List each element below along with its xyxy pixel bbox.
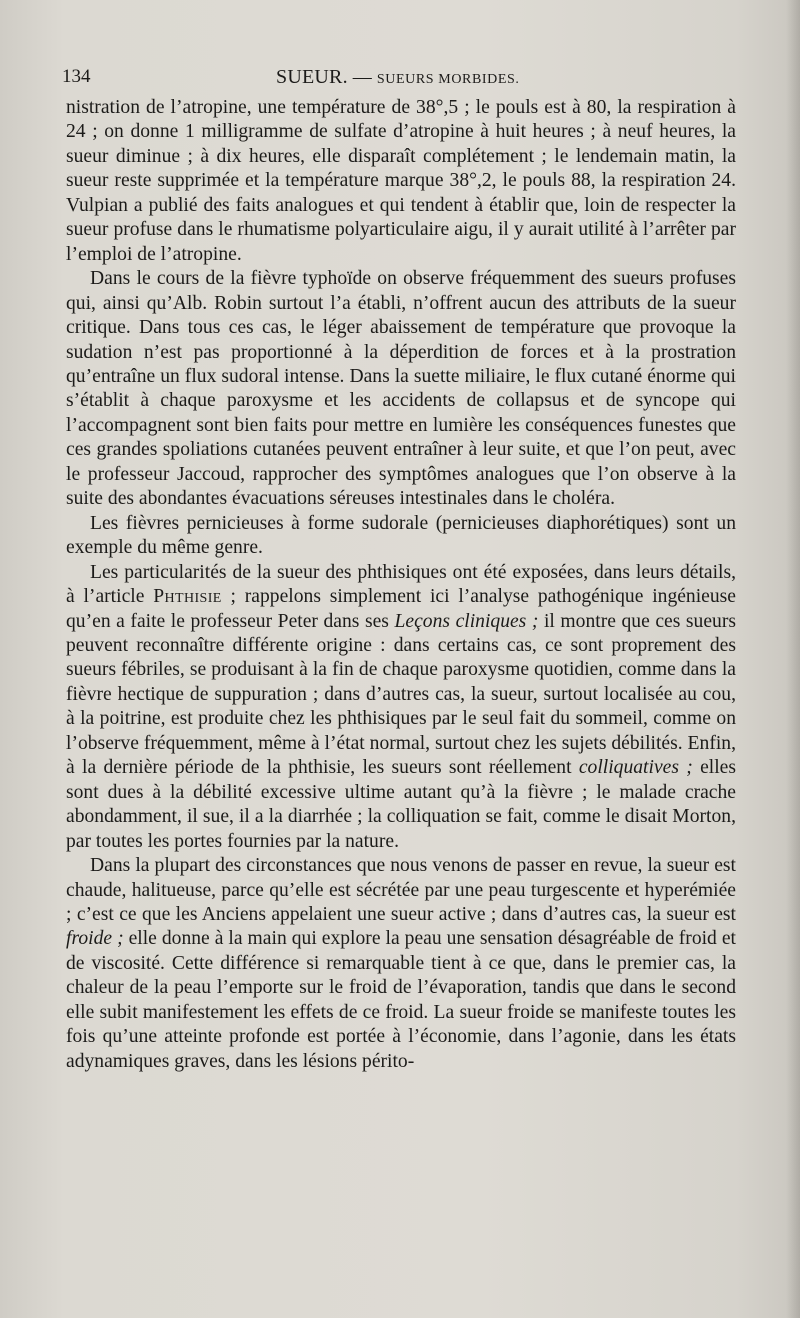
italic-froide: froide ; [66, 928, 124, 950]
paragraph-2: Dans le cours de la fièvre typhoïde on observe fréquemment des sueurs profuses qui, ainsi qu’Alb. Robin surtout l’a établi, n’offrent aucun des attributs de la sueur critique. Dans tous ces cas, le léger abaissement de température que provoque la sudation n’est pas proportionné à la déperdition de forces et à la prostration qu’entraîne un flux sudoral intense. Dans la suette miliaire, le flux cutané énorme qui s’établit à chaque paroxysme et les accidents de collapsus et de syncope qui l’accompagnent sont bien faits pour mettre en lumière les conséquences funestes que ces grandes spoliations cutanées peuvent entraîner à leur suite, et que l’on peut, avec le professeur Jaccoud, rapprocher des symptômes analogues que l’on observe à la suite des abondantes évacuations séreuses intestinales dans le choléra. [66, 268, 736, 510]
page-number: 134 [62, 66, 91, 87]
running-title-sub: SUEURS MORBIDES. [376, 72, 520, 87]
paragraph-4-part-2: ; rappelons simplement ici l’analyse pathogénique ingénieuse qu’en a faite le professeur Peter dans ses [66, 586, 736, 632]
paragraph-4-part-3: il montre que ces sueurs peuvent reconnaître différente origine : dans certains cas, ce sont proprement des sueurs fébriles, se produisant à la fin de chaque paroxysme quotidien, comme dans la fièvre hectique de suppuration ; dans d’autres cas, la sueur, surtout localisée au cou, à la poitrine, est produite chez les phthisiques par le seul fait du sommeil, comme on l’observe fréquemment, même à l’état normal, surtout chez les sujets débilités. Enfin, à la dernière période de la phthisie, les sueurs sont réellement [66, 610, 736, 779]
paragraph-4-part-1: Les particularités de la sueur des phthisiques ont été exposées, dans leurs détails, à l’article [66, 561, 736, 608]
running-header [62, 64, 738, 90]
paragraph-4 [66, 561, 736, 854]
italic-lecons-cliniques: Leçons cliniques ; [394, 610, 539, 632]
running-title-main: SUEUR. [276, 66, 348, 88]
italic-colliquatives: colliquatives ; [578, 757, 693, 779]
running-title [276, 64, 520, 93]
paragraph-4-part-4: elles sont dues à la débilité excessive ultime autant qu’à la fièvre ; le malade crache abondamment, il sue, il a la diarrhée ; la colliquation se fait, comme le disait Morton, par toutes les portes fournies par la nature. [66, 757, 737, 852]
running-title-separator: — [352, 67, 372, 88]
article-reference-phthisie: Phthisie [153, 586, 222, 608]
paragraph-5 [66, 854, 736, 1074]
paragraph-5-part-2: elle donne à la main qui explore la peau une sensation désagréable de froid et de viscosité. Cette différence si remarquable tient à ce que, dans le premier cas, la chaleur de la peau l’emporte sur le froid de l’évaporation, tandis que dans le second elle subit manifestement les effets de ce froid. La sueur froide se manifeste toutes les fois qu’une atteinte profonde est portée à l’économie, dans l’agonie, dans les états adynamiques graves, dans les lésions périto- [66, 928, 736, 1072]
paragraph-3: Les fièvres pernicieuses à forme sudorale (pernicieuses diaphorétiques) sont un exemple du même genre. [66, 512, 736, 559]
body-text [66, 96, 736, 1074]
page-gutter-shadow [786, 0, 800, 1318]
paragraph-1: nistration de l’atropine, une température de 38°,5 ; le pouls est à 80, la respiration à 24 ; on donne 1 milligramme de sulfate d’atropine à huit heures ; à neuf heures, la sueur diminue ; à dix heures, elle disparaît complétement ; le lendemain matin, la sueur reste supprimée et la température marque 38°,2, le pouls 88, la respiration 24. Vulpian a publié des faits analogues et qui tendent à établir que, loin de respecter la sueur profuse dans le rhumatisme polyarticulaire aigu, il y aurait utilité à l’arrêter par l’emploi de l’atropine. [66, 97, 736, 265]
paragraph-5-part-1: Dans la plupart des circonstances que nous venons de passer en revue, la sueur est chaude, halitueuse, parce qu’elle est sécrétée par une peau turgescente et hyperémiée ; c’est ce que les Anciens appelaient une sueur active ; dans d’autres cas, la sueur est [66, 855, 736, 925]
